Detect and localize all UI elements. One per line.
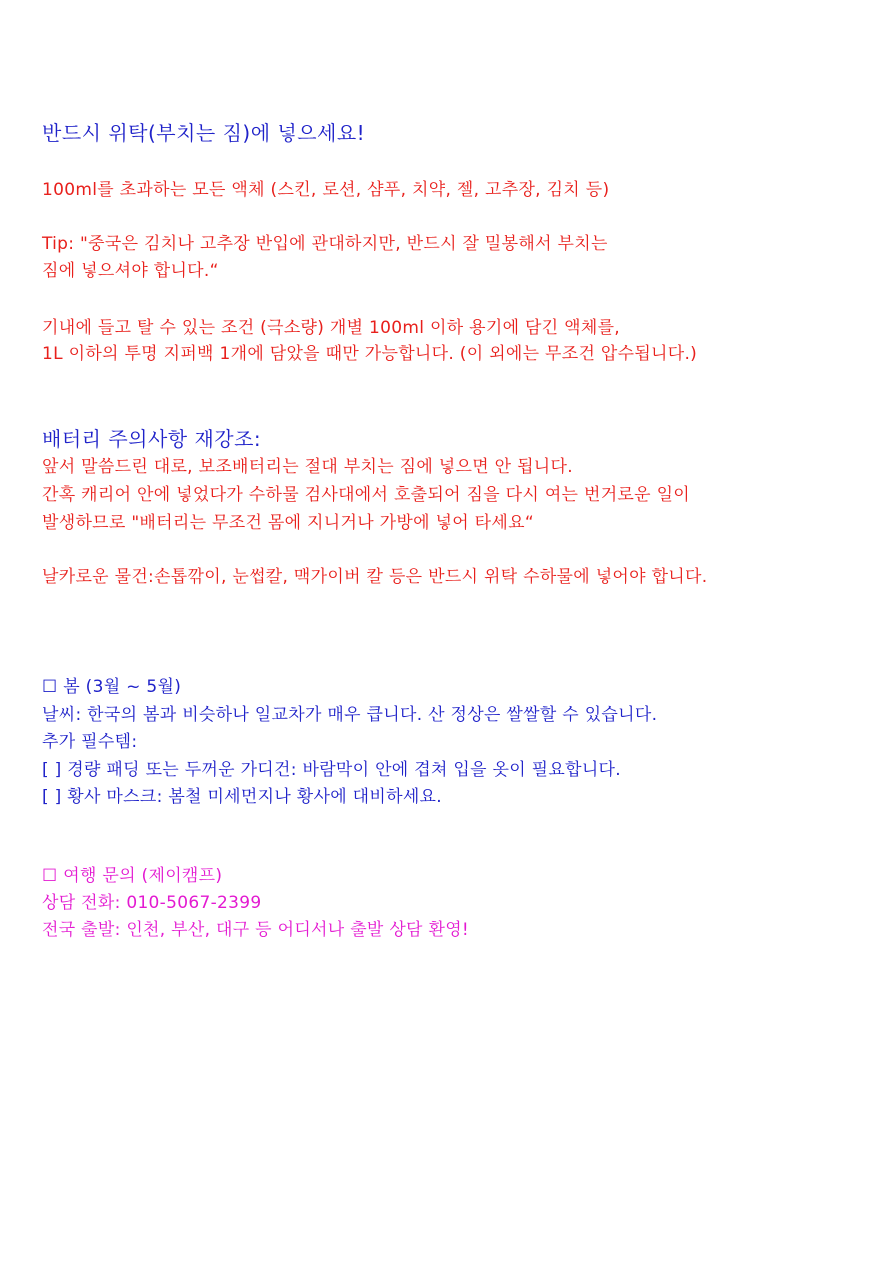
- spring-weather-text: 날씨: 한국의 봄과 비슷하나 일교차가 매우 큽니다. 산 정상은 쌀쌀할 수 있습니다.: [42, 705, 658, 725]
- spring-item-padding: [ ] 경량 패딩 또는 두꺼운 가디건: 바람막이 안에 겹쳐 입을 옷이 필요합니다.: [42, 760, 621, 780]
- sharp-objects-text: 날카로운 물건:손톱깎이, 눈썹칼, 맥가이버 칼 등은 반드시 위탁 수하물에 넣어야 합니다.: [42, 567, 708, 587]
- spring-items-label: 추가 필수템:: [42, 732, 138, 752]
- liquid-rule-text: 100ml를 초과하는 모든 액체 (스킨, 로션, 샴푸, 치약, 젤, 고추장, 김치 등): [42, 180, 610, 200]
- liquid-checked-baggage-heading: 반드시 위탁(부치는 짐)에 넣으세요!: [42, 121, 366, 145]
- battery-text-line-1: 앞서 말씀드린 대로, 보조배터리는 절대 부치는 짐에 넣으면 안 됩니다.: [42, 457, 573, 477]
- inquiry-phone-text: 상담 전화: 010-5067-2399: [42, 893, 262, 913]
- battery-text-line-3: 발생하므로 "배터리는 무조건 몸에 지니거나 가방에 넣어 타세요“: [42, 513, 534, 533]
- battery-text-line-2: 간혹 캐리어 안에 넣었다가 수하물 검사대에서 호출되어 짐을 다시 여는 번거로운 일이: [42, 485, 691, 505]
- tip-text-line-1: Tip: "중국은 김치나 고추장 반입에 관대하지만, 반드시 잘 밀봉해서 부치는: [42, 234, 608, 254]
- battery-heading: 배터리 주의사항 재강조:: [42, 427, 262, 451]
- spring-item-mask: [ ] 황사 마스크: 봄철 미세먼지나 황사에 대비하세요.: [42, 787, 442, 807]
- inquiry-departure-text: 전국 출발: 인천, 부산, 대구 등 어디서나 출발 상담 환영!: [42, 920, 470, 940]
- spring-section-title: ☐ 봄 (3월 ~ 5월): [42, 677, 182, 697]
- cabin-condition-line-1: 기내에 들고 탈 수 있는 조건 (극소량) 개별 100ml 이하 용기에 담긴 액체를,: [42, 318, 621, 338]
- inquiry-section-title: ☐ 여행 문의 (제이캠프): [42, 866, 223, 886]
- tip-text-line-2: 짐에 넣으셔야 합니다.“: [42, 261, 219, 281]
- cabin-condition-line-2: 1L 이하의 투명 지퍼백 1개에 담았을 때만 가능합니다. (이 외에는 무조건 압수됩니다.): [42, 344, 698, 364]
